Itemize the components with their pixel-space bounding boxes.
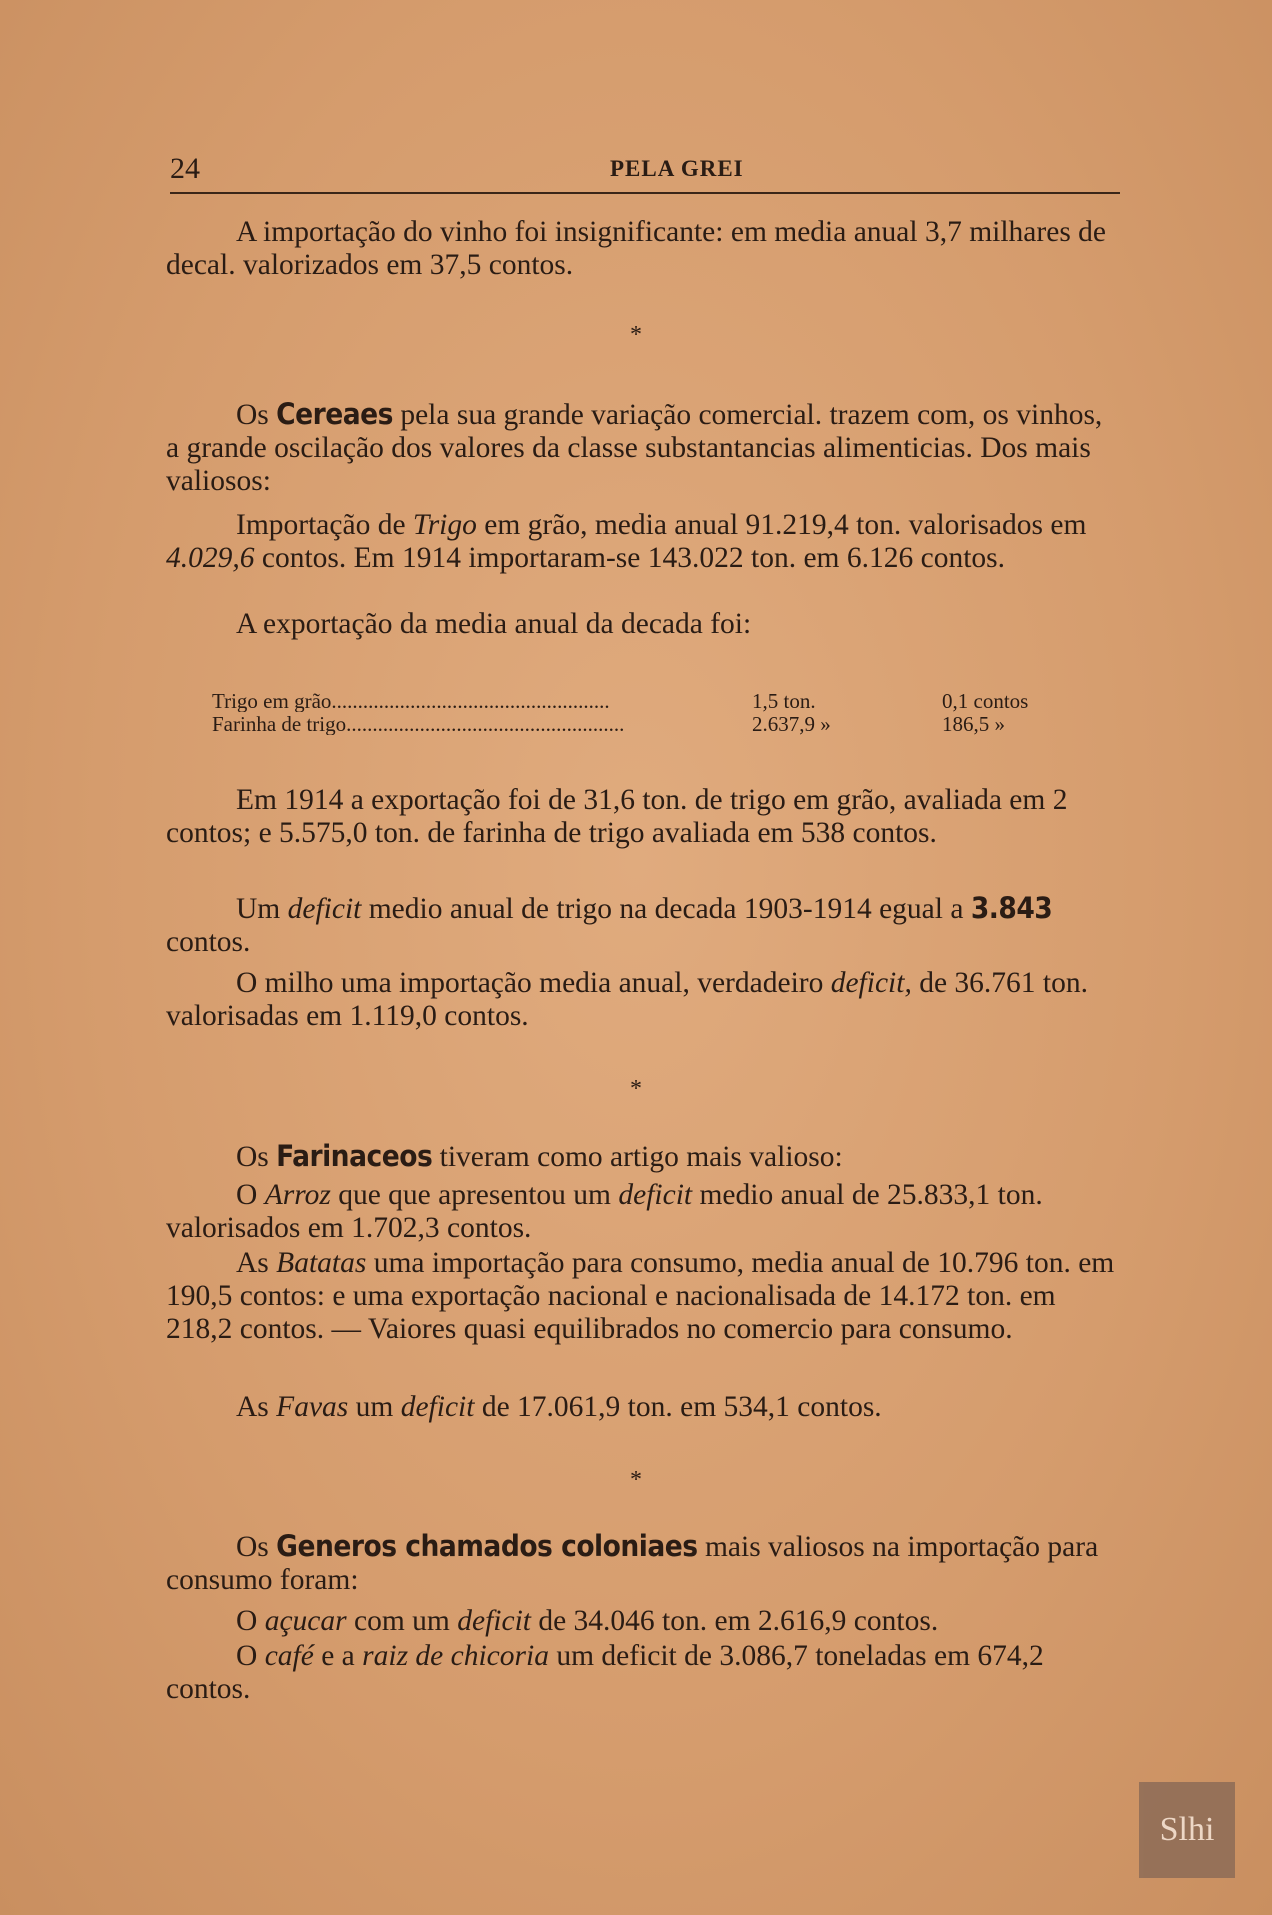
paragraph-cereals-intro: Os Cereaes pela sua grande variação comercial. trazem com, os vinhos, a grande oscilação dos valores da classe substantancias alimenticias. Dos mais valiosos: [166,397,1103,497]
table-cell-qty: 1,5 ton. [752,689,816,713]
paragraph-acucar: O açucar com um deficit de 34.046 ton. em 2.616,9 contos. [236,1605,939,1637]
section-term-cereaes: Cereaes [276,397,393,431]
paragraph-export-1914: Em 1914 a exportação foi de 31,6 ton. de trigo em grão, avaliada em 2 contos; e 5.575,0 ton. de farinha de trigo avaliada em 538 contos. [166,784,1068,849]
table-cell-value: 186,5 » [942,712,1005,736]
paragraph-arroz: O Arroz que que apresentou um deficit medio anual de 25.833,1 ton. valorisados em 1.702,3 contos. [166,1179,1043,1244]
table-row [212,690,1112,712]
paragraph-trigo-import: Importação de Trigo em grão, media anual 91.219,4 ton. valorisados em 4.029,6 contos. Em 1914 importaram-se 143.022 ton. em 6.126 contos. [166,509,1087,574]
page-number: 24 [170,152,200,185]
table-cell-value: 0,1 contos [942,689,1029,713]
paragraph-favas: As Favas um deficit de 17.061,9 ton. em 534,1 contos. [236,1391,882,1423]
library-stamp-logo: Slhi [1139,1782,1235,1878]
table-cell-label: Farinha de trigo..................................................... [212,713,625,735]
page-header [170,152,1120,186]
paragraph-trigo-deficit: Um deficit medio anual de trigo na decada 1903-1914 egual a 3.843 contos. [166,891,1053,958]
section-separator: * [630,1076,642,1102]
section-separator: * [630,1467,642,1493]
table-cell-qty: 2.637,9 » [752,712,831,736]
section-term-coloniaes: Generos chamados coloniaes [276,1529,698,1563]
table-cell-label: Trigo em grão..................................................... [212,690,610,712]
paragraph-cafe: O café e a raiz de chicoria um deficit de 3.086,7 toneladas em 674,2 contos. [166,1640,1044,1705]
header-rule [170,192,1120,194]
paragraph-batatas: As Batatas uma importação para consumo, media anual de 10.796 ton. em 190,5 contos: e uma exportação nacional e nacionalisada de 14.172 ton. em 218,2 contos. — Vaiores quasi equilibrados no comercio para consumo. [166,1247,1115,1345]
paragraph-export-intro: A exportação da media anual da decada foi: [236,608,752,640]
running-title: PELA GREI [610,156,744,181]
paragraph-milho: O milho uma importação media anual, verdadeiro deficit, de 36.761 ton. valorisadas em 1.119,0 contos. [166,967,1088,1032]
paragraph-coloniaes-intro: Os Generos chamados coloniaes mais valiosos na importação para consumo foram: [166,1529,1099,1596]
section-term-farinaceos: Farinaceos [276,1139,433,1173]
section-separator: * [630,322,642,348]
table-row [212,713,1112,735]
paragraph-wine: A importação do vinho foi insignificante: em media anual 3,7 milhares de decal. valorizados em 37,5 contos. [166,216,1107,281]
paragraph-farinaceos-intro: Os Farinaceos tiveram como artigo mais valioso: [236,1139,843,1173]
